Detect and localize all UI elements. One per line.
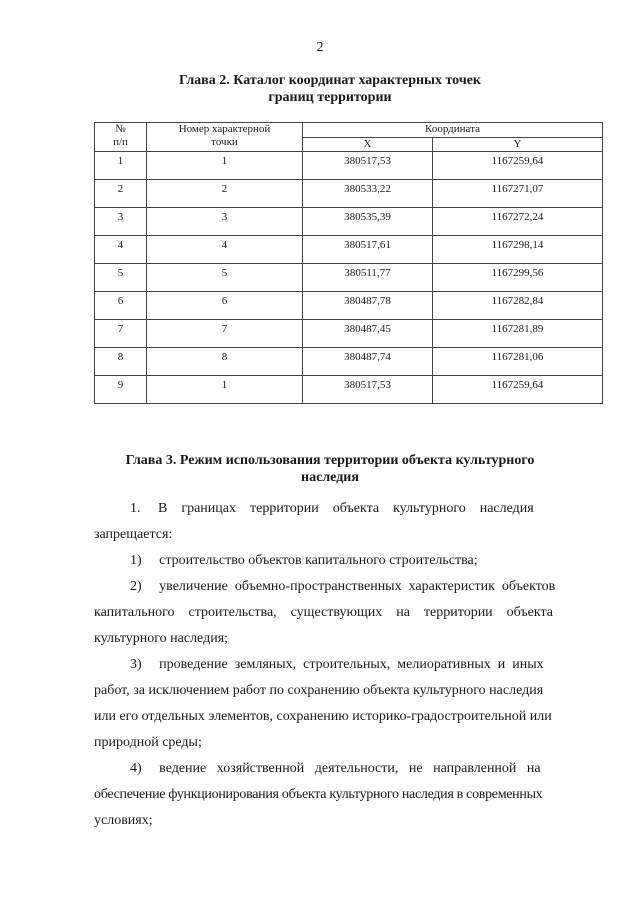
cell-y: 1167298,14 <box>433 236 603 264</box>
paragraph-4-line4: природной среды; <box>94 735 202 750</box>
cell-x: 380487,45 <box>303 320 433 348</box>
chapter-3-title-line1: Глава 3. Режим использования территории объекта культурного <box>125 453 535 468</box>
table-row <box>95 152 603 180</box>
paragraph-5-line3: условиях; <box>94 813 153 828</box>
header-point-number-line2: точки <box>211 136 238 148</box>
chapter-3-title <box>60 452 600 486</box>
paragraph-3-line1: 2) увеличение объемно-пространственных характеристик объектов <box>130 579 556 594</box>
cell-row-number: 3 <box>95 208 147 236</box>
chapter-3-body <box>94 496 600 834</box>
paragraph-3-line2: капитального строительства, существующих на территории объекта <box>94 605 554 620</box>
table-row <box>95 236 603 264</box>
cell-point-number: 6 <box>147 292 303 320</box>
chapter-2-title-line2: границ территории <box>268 90 392 105</box>
header-y: Y <box>433 138 603 152</box>
table-row <box>95 264 603 292</box>
cell-row-number: 4 <box>95 236 147 264</box>
cell-row-number: 2 <box>95 180 147 208</box>
paragraph-4-line2: работ, за исключением работ по сохранению объекта культурного наследия <box>94 683 544 698</box>
coordinates-table <box>94 122 603 404</box>
cell-y: 1167282,84 <box>433 292 603 320</box>
table-row <box>95 292 603 320</box>
paragraph-1-line2: запрещается: <box>94 527 173 542</box>
cell-point-number: 1 <box>147 376 303 404</box>
header-x: X <box>303 138 433 152</box>
cell-x: 380517,53 <box>303 376 433 404</box>
cell-point-number: 7 <box>147 320 303 348</box>
cell-row-number: 9 <box>95 376 147 404</box>
header-row-number-line2: п/п <box>113 136 128 148</box>
cell-row-number: 1 <box>95 152 147 180</box>
header-row-number <box>95 123 147 152</box>
paragraph-3-line3: культурного наследия; <box>94 631 229 646</box>
table-row <box>95 180 603 208</box>
cell-y: 1167281,06 <box>433 348 603 376</box>
cell-point-number: 3 <box>147 208 303 236</box>
cell-point-number: 8 <box>147 348 303 376</box>
header-coordinate: Координата <box>303 123 603 138</box>
table-row <box>95 320 603 348</box>
cell-y: 1167259,64 <box>433 376 603 404</box>
paragraph-5-line1: 4) ведение хозяйственной деятельности, не направленной на <box>130 761 541 776</box>
table-row <box>95 376 603 404</box>
chapter-2-title <box>60 72 600 106</box>
cell-row-number: 5 <box>95 264 147 292</box>
paragraph-4-line3: или его отдельных элементов, сохранению историко-градостроительной или <box>94 709 552 724</box>
cell-y: 1167259,64 <box>433 152 603 180</box>
cell-x: 380533,22 <box>303 180 433 208</box>
cell-point-number: 4 <box>147 236 303 264</box>
header-point-number-line1: Номер характерной <box>178 123 271 135</box>
cell-y: 1167272,24 <box>433 208 603 236</box>
paragraph-5-line2: обеспечение функционирования объекта культурного наследия в современных <box>94 787 543 802</box>
page-number: 2 <box>316 40 324 55</box>
cell-x: 380487,74 <box>303 348 433 376</box>
cell-point-number: 5 <box>147 264 303 292</box>
cell-y: 1167281,89 <box>433 320 603 348</box>
chapter-2-title-line1: Глава 2. Каталог координат характерных точек <box>179 73 481 88</box>
cell-point-number: 2 <box>147 180 303 208</box>
cell-x: 380487,78 <box>303 292 433 320</box>
cell-row-number: 7 <box>95 320 147 348</box>
header-row-number-line1: № <box>115 123 126 135</box>
cell-x: 380517,61 <box>303 236 433 264</box>
cell-x: 380511,77 <box>303 264 433 292</box>
cell-point-number: 1 <box>147 152 303 180</box>
cell-x: 380535,39 <box>303 208 433 236</box>
cell-row-number: 6 <box>95 292 147 320</box>
cell-y: 1167299,56 <box>433 264 603 292</box>
table-row <box>95 208 603 236</box>
header-point-number <box>147 123 303 152</box>
paragraph-4-line1: 3) проведение земляных, строительных, мелиоративных и иных <box>130 657 544 672</box>
cell-y: 1167271,07 <box>433 180 603 208</box>
cell-x: 380517,53 <box>303 152 433 180</box>
paragraph-2-line1: 1) строительство объектов капитального строительства; <box>130 553 478 568</box>
chapter-3-title-line2: наследия <box>301 470 359 485</box>
table-row <box>95 348 603 376</box>
cell-row-number: 8 <box>95 348 147 376</box>
paragraph-1-line1: 1. В границах территории объекта культурного наследия <box>130 501 534 516</box>
